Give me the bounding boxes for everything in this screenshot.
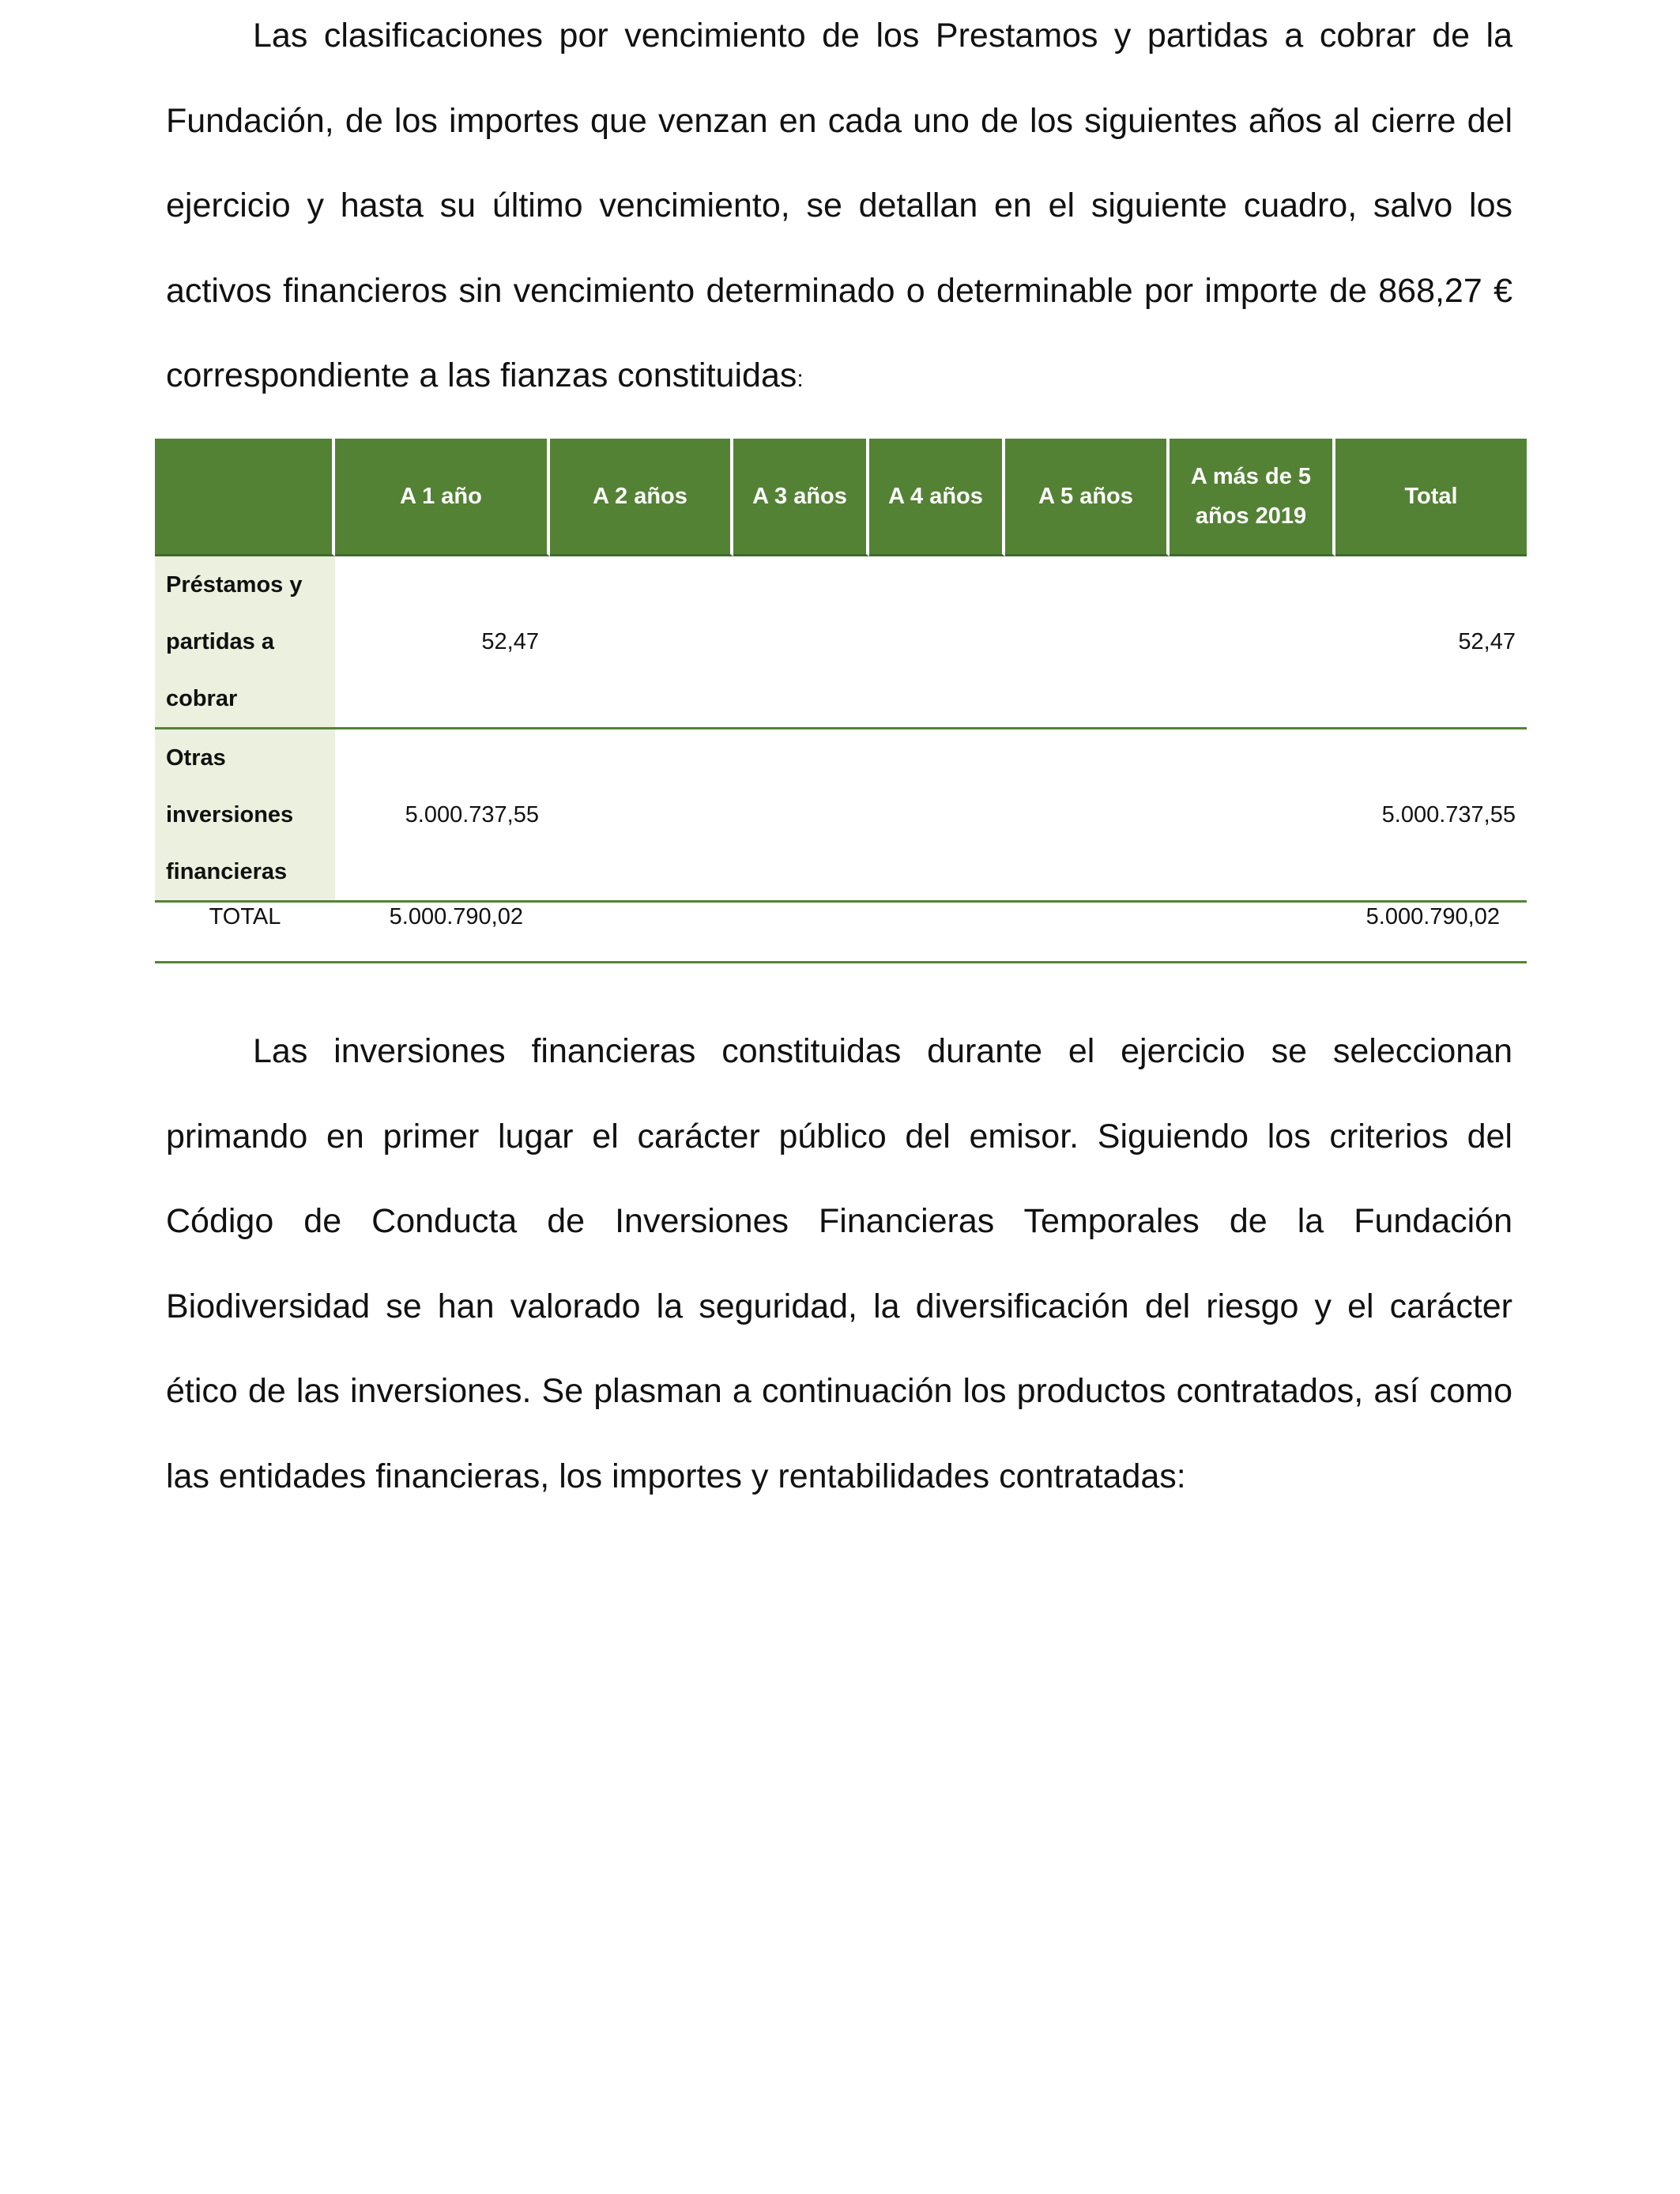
cell-2-years bbox=[550, 729, 733, 903]
total-2-years bbox=[550, 903, 733, 963]
investments-paragraph bbox=[166, 1009, 1512, 1519]
cell-5-years bbox=[1005, 556, 1170, 729]
cell-1-year: 5.000.737,55 bbox=[335, 729, 550, 903]
cell-4-years bbox=[869, 729, 1005, 903]
total-4-years bbox=[869, 903, 1005, 963]
cell-1-year: 52,47 bbox=[335, 556, 550, 729]
cell-3-years bbox=[733, 729, 869, 903]
cell-3-years bbox=[733, 556, 869, 729]
cell-2-years bbox=[550, 556, 733, 729]
intro-colon: : bbox=[797, 366, 804, 392]
total-total: 5.000.790,02 bbox=[1335, 903, 1527, 963]
row-label: Otras inversiones financieras bbox=[155, 729, 335, 903]
cell-5-years bbox=[1005, 729, 1170, 903]
header-5-years: A 5 años bbox=[1005, 439, 1170, 556]
header-empty bbox=[155, 439, 335, 556]
header-total: Total bbox=[1335, 439, 1527, 556]
total-5-years bbox=[1005, 903, 1170, 963]
row-label: Préstamos y partidas a cobrar bbox=[155, 556, 335, 729]
maturity-table bbox=[155, 439, 1527, 963]
intro-text: Las clasificaciones por vencimiento de los Prestamos y partidas a cobrar de la Fundación, de los importes que venzan en cada uno de los siguientes años al cierre del ejercicio y hasta su último vencimiento, se detallan en el siguiente cuadro, salvo los activos financieros sin vencimiento determinado o determinable por importe de 868,27 € correspondiente a las fianzas constituidas bbox=[166, 17, 1512, 394]
investments-text: Las inversiones financieras constituidas durante el ejercicio se seleccionan primando en primer lugar el carácter público del emisor. Siguiendo los criterios del Código de Conducta de Inversiones Financieras Temporales de la Fundación Biodiversidad se han valorado la seguridad, la diversificación del riesgo y el carácter ético de las inversiones. Se plasman a continuación los productos contratados, así como las entidades financieras, los importes y rentabilidades contratadas: bbox=[166, 1032, 1512, 1495]
cell-4-years bbox=[869, 556, 1005, 729]
total-row bbox=[155, 903, 1527, 963]
total-1-year: 5.000.790,02 bbox=[335, 903, 550, 963]
total-3-years bbox=[733, 903, 869, 963]
table-header-row bbox=[155, 439, 1527, 556]
header-4-years: A 4 años bbox=[869, 439, 1005, 556]
header-3-years: A 3 años bbox=[733, 439, 869, 556]
header-1-year: A 1 año bbox=[335, 439, 550, 556]
table-row bbox=[155, 556, 1527, 729]
table-row bbox=[155, 729, 1527, 903]
header-2-years: A 2 años bbox=[550, 439, 733, 556]
cell-more-5-years bbox=[1170, 556, 1335, 729]
intro-paragraph bbox=[166, 0, 1512, 422]
total-more-5-years bbox=[1170, 903, 1335, 963]
cell-total: 52,47 bbox=[1335, 556, 1527, 729]
cell-total: 5.000.737,55 bbox=[1335, 729, 1527, 903]
total-label: TOTAL bbox=[155, 903, 335, 963]
header-more-5-years: A más de 5 años 2019 bbox=[1170, 439, 1335, 556]
cell-more-5-years bbox=[1170, 729, 1335, 903]
